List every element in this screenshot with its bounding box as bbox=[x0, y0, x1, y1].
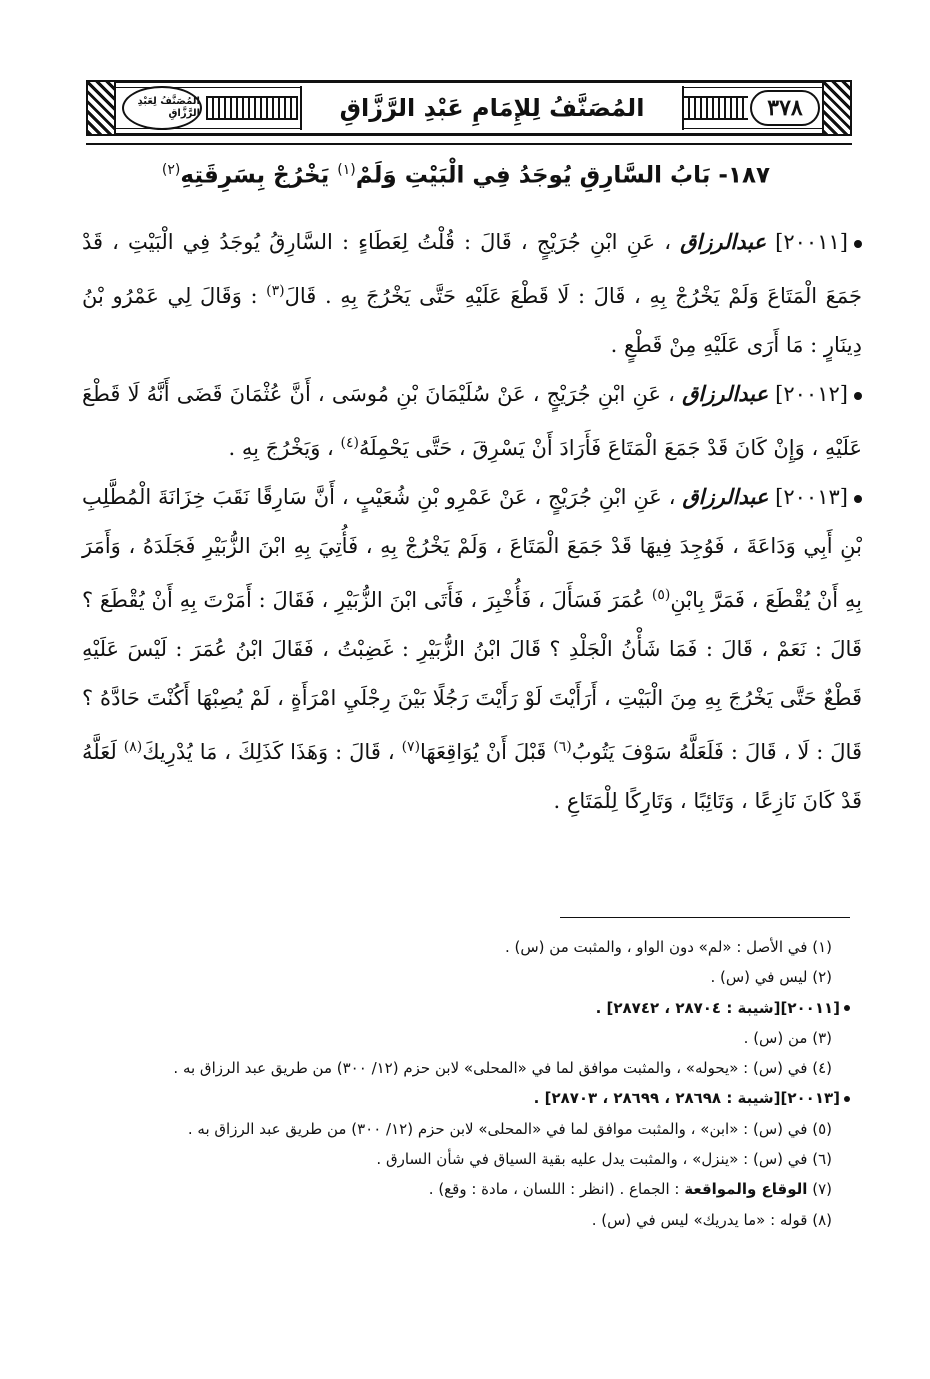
takhrij-note bbox=[80, 993, 850, 1023]
hadith-text: ، عَنِ ابْنِ جُرَيْجٍ ، قَالَ : قُلْتُ لِعَطَاءٍ : السَّارِقُ يُوجَدُ فِي الْبَيْتِ ، قَدْ جَمَعَ الْمَتَاعَ وَلَمْ يَخْرُجْ بِهِ ، قَالَ : لَا قَطْعَ عَلَيْهِ حَتَّى يَخْرُجَ بِهِ . قَالَ bbox=[82, 230, 862, 308]
footnote-number: (٤) bbox=[812, 1059, 832, 1078]
hadith-entry bbox=[82, 218, 862, 370]
chapter-title-part-1: بَابُ السَّارِقِ يُوجَدُ فِي الْبَيْتِ وَلَمْ bbox=[355, 162, 711, 189]
note-bullet-icon bbox=[844, 1096, 850, 1102]
footnote bbox=[80, 1205, 850, 1235]
hadith-number: [٢٠٠١١] bbox=[775, 230, 848, 254]
footnote-marker: (٢) bbox=[161, 162, 181, 178]
footnote-divider bbox=[560, 917, 850, 918]
footnotes bbox=[80, 932, 850, 1235]
hadith-text: عُمَرَ فَسَأَلَ ، فَأُخْبِرَ ، فَأَتَى ابْنَ الزُّبَيْرِ ، فَقَالَ : أَمَرْتَ بِهِ أَنْ يُقْطَعَ ؟ قَالَ : نَعَمْ ، قَالَ : فَمَا شَأْنُ الْجَلْدِ ؟ قَالَ ابْنُ الزُّبَيْرِ : غَضِبْتُ ، فَقَالَ ابْنُ عُمَرَ : لَيْسَ عَلَيْهِ قَطْعٌ حَتَّى يَخْرُجَ بِهِ مِنَ الْبَيْتِ ، أَرَأَيْتَ لَوْ رَأَيْتَ رَجُلًا بَيْنَ رِجْلَيِ امْرَأَةٍ ، لَمْ يُصِبْهَا أَكُنْتَ حَادَّهُ ؟ قَالَ : لَا ، قَالَ : فَلَعَلَّهُ سَوْفَ يَتُوبُ bbox=[82, 588, 862, 764]
header-ornament-band bbox=[682, 96, 748, 120]
footnote-number: (٢) bbox=[812, 968, 832, 987]
footnote-text: قوله : «ما يدريك» ليس في (س) . bbox=[591, 1210, 808, 1229]
footnote-text: : الجماع . (انظر : اللسان ، مادة : وقع) . bbox=[428, 1180, 680, 1199]
footnote bbox=[80, 962, 850, 992]
header-divider bbox=[86, 143, 852, 145]
footnote bbox=[80, 1114, 850, 1144]
chapter-title-part-2: يَخْرُجْ بِسَرِقَتِهِ bbox=[180, 162, 330, 189]
page-number: ٣٧٨ bbox=[750, 90, 820, 126]
header-ornament-right bbox=[822, 80, 852, 136]
footnote-text: ليس في (س) . bbox=[710, 968, 808, 987]
hadith-text: ، عَنِ ابْنِ جُرَيْجٍ ، عَنْ سُلَيْمَانَ بْنِ مُوسَى ، أَنَّ عُثْمَانَ قَضَى أَنَّهُ لَا قَطْعَ عَلَيْهِ ، وَإِنْ كَانَ قَدْ جَمَعَ الْمَتَاعَ فَأَرَادَ أَنْ يَسْرِقَ ، حَتَّى يَحْمِلَهُ bbox=[82, 382, 862, 460]
seal-text: المُصَنَّفُ لِعَبْدِ الرَّزَّاقِ bbox=[137, 96, 200, 119]
header-ornament-band bbox=[206, 96, 298, 120]
footnote-number: (٣) bbox=[812, 1028, 832, 1047]
footnote-text: في (س) : «ابن» ، والمثبت موافق لما في «المحلى» لابن حزم (١٢/ ٣٠٠) من طريق عبد الرزاق به . bbox=[187, 1119, 808, 1138]
hadith-text: قَبْلَ أَنْ يُوَاقِعَهَا bbox=[420, 740, 547, 764]
footnote-number: (٨) bbox=[812, 1210, 832, 1229]
footnote-marker: (٨) bbox=[123, 739, 143, 755]
hadith-text: لَعَلَّهُ قَدْ كَانَ نَازِعًا ، وَتَائِبًا ، وَتَارِكًا لِلْمَتَاعِ . bbox=[82, 740, 862, 813]
footnote bbox=[80, 1053, 850, 1083]
hadith-entry bbox=[82, 370, 862, 473]
chapter-number: ١٨٧- bbox=[718, 162, 771, 189]
hadith-text: ، وَيَخْرُجَ بِهِ . bbox=[228, 436, 334, 460]
running-title: المُصَنَّفُ لِلإِمَامِ عَبْدِ الرَّزَّاقِ bbox=[300, 86, 684, 130]
takhrij-note bbox=[80, 1083, 850, 1113]
footnote-marker: (٤) bbox=[340, 435, 359, 451]
footnote-marker: (١) bbox=[337, 162, 356, 178]
footnote-marker: (٥) bbox=[651, 587, 671, 603]
footnote-text: من (س) . bbox=[743, 1028, 808, 1047]
narrator-name: عبدالرزاق bbox=[680, 230, 767, 254]
footnote bbox=[80, 932, 850, 962]
footnote-number: (٥) bbox=[812, 1119, 832, 1138]
footnote-term: الوقاع والمواقعة bbox=[684, 1180, 808, 1199]
takhrij-text: [شيبة : ٢٨٧٠٤ ، ٢٨٧٤٢] . bbox=[595, 998, 781, 1017]
hadith-text: ، قَالَ : وَهَذَا كَذَلِكَ ، مَا يُدْرِيكَ bbox=[142, 740, 395, 764]
footnote bbox=[80, 1144, 850, 1174]
footnote-text: في (س) : «يحوله» ، والمثبت موافق لما في «المحلى» لابن حزم (١٢/ ٣٠٠) من طريق عبد الرزاق به . bbox=[173, 1059, 808, 1078]
footnote-text: في الأصل : «لم» دون الواو ، والمثبت من (س) . bbox=[504, 938, 808, 956]
footnote-number: (٦) bbox=[812, 1150, 832, 1169]
chapter-heading bbox=[86, 162, 846, 189]
hadith-number: [٢٠٠١٢] bbox=[775, 382, 848, 406]
hadith-number: [٢٠٠١٣] bbox=[775, 485, 848, 509]
narrator-name: عبدالرزاق bbox=[682, 485, 769, 509]
takhrij-number: [٢٠٠١٣] bbox=[780, 1089, 840, 1108]
note-bullet-icon bbox=[844, 1005, 850, 1011]
hadith-entry bbox=[82, 473, 862, 826]
entry-bullet-icon bbox=[854, 392, 862, 400]
hadith-text: : وَقَالَ لِي عَمْرُو بْنُ دِينَارٍ : مَا أَرَى عَلَيْهِ مِنْ قَطْعٍ . bbox=[82, 284, 862, 357]
entry-bullet-icon bbox=[854, 495, 862, 503]
footnote-marker: (٣) bbox=[266, 283, 285, 299]
footnote-marker: (٧) bbox=[401, 739, 421, 755]
main-text bbox=[82, 218, 862, 826]
footnote-marker: (٦) bbox=[553, 739, 572, 755]
takhrij-text: [شيبة : ٢٨٦٩٨ ، ٢٨٦٩٩ ، ٢٨٧٠٣] . bbox=[533, 1089, 781, 1108]
header-ornament-left bbox=[86, 80, 116, 136]
book-seal-logo bbox=[122, 86, 202, 130]
hadith-text: ، عَنِ ابْنِ جُرَيْجٍ ، عَنْ عَمْرِو بْنِ شُعَيْبٍ ، أَنَّ سَارِقًا نَقَبَ خِزَانَةَ الْمُطَّلِبِ بْنِ أَبِي وَدَاعَةَ ، فَوُجِدَ فِيهَا قَدْ جَمَعَ الْمَتَاعَ ، وَلَمْ يَخْرُجْ بِهِ ، فَأُتِيَ بِهِ ابْنَ الزُّبَيْرِ فَجَلَدَهُ ، وَأَمَرَ بِهِ أَنْ يُقْطَعَ ، فَمَرَّ بِابْنِ bbox=[82, 485, 862, 612]
footnote bbox=[80, 1023, 850, 1053]
footnote-number: (٧) bbox=[812, 1180, 832, 1199]
takhrij-number: [٢٠٠١١] bbox=[780, 998, 840, 1017]
footnote-number: (١) bbox=[812, 938, 832, 956]
narrator-name: عبدالرزاق bbox=[682, 382, 769, 406]
entry-bullet-icon bbox=[854, 240, 862, 248]
footnote bbox=[80, 1174, 850, 1204]
footnote-text: في (س) : «ينزل» ، والمثبت يدل عليه بقية السياق في شأن السارق . bbox=[376, 1150, 808, 1169]
